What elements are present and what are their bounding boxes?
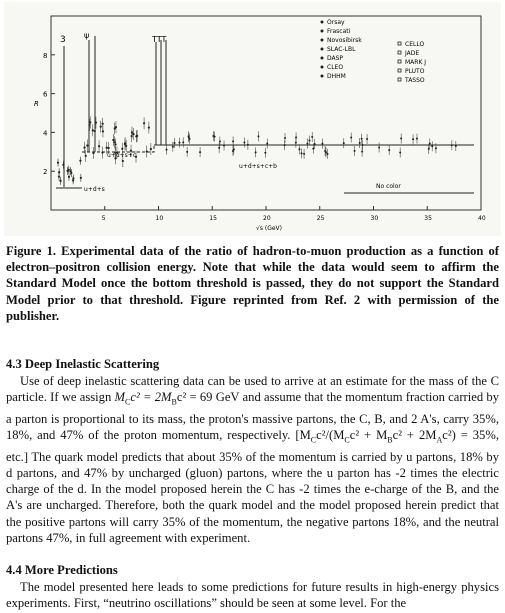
data-point [257, 135, 259, 137]
data-point [301, 152, 303, 154]
section-heading-4-3: 4.3 Deep Inelastic Scattering [6, 357, 160, 371]
data-point [189, 138, 191, 140]
data-point [179, 142, 181, 144]
data-point [95, 121, 97, 123]
data-point [89, 121, 91, 123]
data-point [298, 148, 300, 150]
data-point [429, 142, 431, 144]
data-point [284, 137, 286, 139]
annotation-udscb: u+d+s+c+b [239, 163, 277, 170]
data-point [94, 130, 96, 132]
data-point [92, 129, 94, 131]
y-tick-label: 4 [43, 129, 48, 138]
data-point [62, 164, 64, 166]
data-point [378, 147, 380, 149]
data-point [106, 147, 108, 149]
data-point [247, 144, 249, 146]
data-point [223, 144, 225, 146]
x-tick-label: 25 [316, 215, 325, 222]
data-point [80, 177, 82, 179]
data-point [182, 141, 184, 143]
data-point [102, 123, 104, 125]
data-point [115, 126, 117, 128]
data-point [255, 151, 257, 153]
data-point [321, 143, 323, 145]
data-point [143, 122, 145, 124]
data-point [295, 136, 297, 138]
data-point [68, 176, 70, 178]
legend-marker [321, 66, 324, 69]
section-4-4-paragraph: The model presented here leads to some predictions for future results in high-energy physics experiments. First, “neutrino oscillations” should be seen at some level. For the [6, 580, 499, 611]
legend-entry: TASSO [405, 77, 425, 84]
data-point [66, 170, 68, 172]
caption-lead: Figure 1. [6, 244, 57, 258]
data-point [455, 145, 457, 147]
data-point [79, 160, 81, 162]
x-tick-label: 35 [424, 215, 432, 222]
data-point [412, 138, 414, 140]
legend-entry: SLAC-LBL [327, 46, 356, 53]
data-point [199, 151, 201, 153]
data-point [69, 170, 71, 172]
data-point [122, 160, 124, 162]
data-point [132, 133, 134, 135]
data-point [303, 153, 305, 155]
data-point [284, 144, 286, 146]
data-point [312, 148, 314, 150]
data-point [327, 153, 329, 155]
section-heading-4-4: 4.4 More Predictions [6, 563, 118, 577]
annotation-no-color: No color [376, 183, 401, 190]
data-point [416, 138, 418, 140]
data-point [325, 151, 327, 153]
x-tick-label: 20 [263, 215, 271, 222]
data-point [264, 152, 266, 154]
legend-marker [321, 39, 324, 42]
x-tick-label: 10 [155, 215, 164, 222]
data-point [233, 148, 235, 150]
legend-entry: DHHM [327, 73, 346, 80]
data-point [59, 180, 61, 182]
svg-text:ψ: ψ [84, 31, 90, 40]
legend-marker [321, 21, 324, 24]
data-point [101, 151, 103, 153]
data-point [366, 138, 368, 140]
data-point [219, 140, 221, 142]
data-point [435, 147, 437, 149]
data-point [212, 135, 214, 137]
svg-text:3: 3 [60, 35, 66, 45]
legend-marker [321, 57, 324, 60]
data-point [108, 147, 110, 149]
ratio-plot [4, 2, 501, 236]
data-point [131, 135, 133, 137]
x-tick-label: 15 [209, 215, 217, 222]
data-point [112, 139, 114, 141]
x-axis-label: √s (GeV) [256, 225, 282, 232]
data-point [314, 143, 316, 145]
x-tick-label: 30 [370, 215, 379, 222]
legend-entry: Frascati [327, 28, 351, 35]
legend-entry: CELLO [405, 41, 425, 48]
legend-marker [321, 30, 324, 33]
data-point [166, 149, 168, 151]
data-point [124, 142, 126, 144]
data-point [121, 148, 123, 150]
data-point [218, 147, 220, 149]
data-point [361, 138, 363, 140]
legend-entry: Novosibirsk [327, 37, 362, 44]
y-tick-label: 2 [43, 168, 48, 177]
figure-caption [6, 243, 499, 324]
legend-entry: JADE [405, 50, 420, 57]
data-point [83, 147, 85, 149]
y-tick-label: 8 [43, 51, 48, 60]
data-point [172, 146, 174, 148]
figure-1 [4, 2, 501, 236]
caption-text: Experimental data of the ratio of hadron-to-muon production as a function of electron–positron collision energy. Note that while the data would seem to affirm the Standard Model once the bottom threshold is passed, they do not support the Standard Model prior to that threshold. Figure reprinted from Ref. 2 with permission of the publisher. [6, 244, 499, 323]
data-point [186, 151, 188, 153]
legend-entry: Orsay [327, 19, 345, 26]
legend-entry: DASP [327, 55, 344, 62]
data-point [86, 144, 88, 146]
annotation-uds: u+d+s [84, 186, 105, 193]
data-point [146, 150, 148, 152]
data-point [388, 149, 390, 151]
legend-entry: MARK J [405, 59, 427, 66]
data-point [399, 151, 401, 153]
data-point [135, 135, 137, 137]
data-point [361, 151, 363, 153]
data-point [85, 155, 87, 157]
data-point [306, 142, 308, 144]
data-point [58, 171, 60, 173]
legend-marker [321, 75, 324, 78]
data-point [311, 136, 313, 138]
data-point [431, 145, 433, 147]
data-point [266, 143, 268, 145]
data-point [174, 142, 176, 144]
data-point [100, 126, 102, 128]
data-point [150, 148, 152, 150]
data-point [359, 142, 361, 144]
data-point [400, 137, 402, 139]
data-point [354, 150, 356, 152]
data-point [243, 141, 245, 143]
legend-marker [321, 48, 324, 51]
data-point [362, 144, 364, 146]
data-point [350, 137, 352, 139]
data-point [308, 140, 310, 142]
x-tick-label: 40 [478, 215, 486, 222]
data-point [102, 130, 104, 132]
svg-text:TTT: TTT [152, 35, 167, 44]
data-point [343, 142, 345, 144]
data-point [428, 148, 430, 150]
x-tick-label: 5 [101, 215, 106, 222]
data-point [114, 143, 116, 145]
legend-entry: PLUTO [405, 68, 425, 75]
annotation-udsc: u+d+s+c [107, 152, 137, 159]
data-point [148, 126, 150, 128]
y-axis-label: R [34, 100, 39, 108]
legend-entry: CLEO [327, 64, 344, 71]
data-point [232, 140, 234, 142]
data-point [92, 152, 94, 154]
data-point [98, 145, 100, 147]
data-point [57, 162, 59, 164]
data-point [451, 144, 453, 146]
section-4-3-paragraph: Use of deep inelastic scattering data can be used to arrive at an estimate for the mass of the C particle. If we assign $M_Cc^2 = 2M_Bc^2 = 69$ GeV and assume that the momentum fraction carried by a parton is proportional to its mass, the proton's massive partons, the C, B, and 2 A's, carry 35%, 18%, and 47% of the proton momentum, respectively. [$M_Cc^2/(M_Cc^2 + M_Bc^2 + 2M_Ac^2) = 35\%$, etc.] The quark model predicts that about 35% of the momentum is carried by u partons, 18% by d partons, and 47% by uncharged (gluon) partons, where the u parton has -2 times the electric charge of the d. In the model proposed herein the C has -2 times the e-charge of the B, and the A's are uncharged. Therefore, both the quark model and the model proposed herein predict that the positive partons will carry 35% of the momentum, the negative partons 18%, and the neutral partons 47%, in full agreement with experiment. [6, 374, 499, 545]
y-tick-label: 6 [43, 90, 48, 99]
data-point [72, 177, 74, 179]
